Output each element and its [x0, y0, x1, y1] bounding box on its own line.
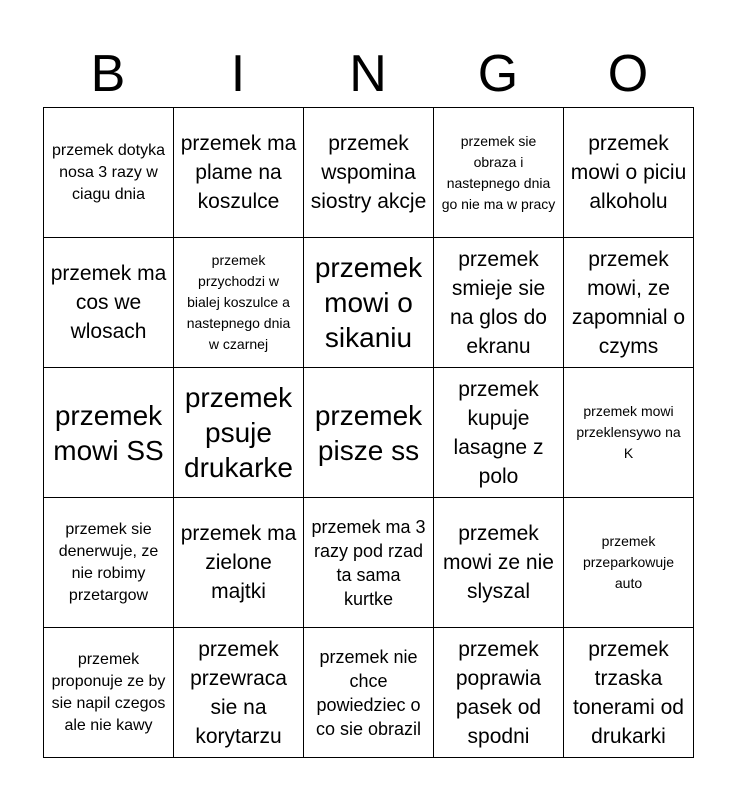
header-letter-o: O: [607, 45, 649, 103]
bingo-cell-r3-c3[interactable]: [304, 368, 434, 498]
bingo-cell-text: przemek smieje sie na glos do ekranu: [450, 247, 547, 358]
bingo-cell-r5-c5[interactable]: [564, 628, 694, 758]
bingo-cell-r4-c1[interactable]: [44, 498, 174, 628]
bingo-cell-text: przemek mowi o piciu alkoholu: [570, 132, 687, 213]
bingo-cell-text: przemek psuje drukarke: [184, 382, 293, 483]
bingo-cell-r2-c2[interactable]: [174, 238, 304, 368]
bingo-cell-text: przemek mowi ze nie slyszal: [443, 522, 554, 603]
header-letter-i: I: [230, 45, 246, 103]
bingo-cell-r1-c4[interactable]: [434, 108, 564, 238]
bingo-cell-r1-c1[interactable]: [44, 108, 174, 238]
bingo-cell-text: przemek mowi o sikaniu: [314, 252, 423, 353]
bingo-cell-r1-c5[interactable]: [564, 108, 694, 238]
bingo-cell-r2-c4[interactable]: [434, 238, 564, 368]
bingo-cell-text: przemek wspomina siostry akcje: [310, 132, 427, 213]
bingo-cell-text: przemek kupuje lasagne z polo: [453, 377, 544, 488]
bingo-board: [43, 107, 694, 758]
header-letter-g: G: [477, 45, 519, 103]
bingo-cell-r4-c2[interactable]: [174, 498, 304, 628]
bingo-cell-r1-c2[interactable]: [174, 108, 304, 238]
bingo-cell-text: przemek nie chce powiedziec o co sie obrazil: [315, 646, 422, 739]
bingo-cell-r3-c4[interactable]: [434, 368, 564, 498]
bingo-cell-r4-c3[interactable]: [304, 498, 434, 628]
bingo-cell-text: przemek proponuje ze by sie napil czegos ale nie kawy: [51, 650, 166, 734]
bingo-cell-r2-c1[interactable]: [44, 238, 174, 368]
bingo-header: [43, 40, 693, 108]
bingo-cell-r3-c2[interactable]: [174, 368, 304, 498]
bingo-cell-text: przemek mowi, ze zapomnial o czyms: [571, 247, 686, 358]
bingo-cell-text: przemek mowi przeklensywo na K: [576, 403, 681, 461]
bingo-cell-r5-c4[interactable]: [434, 628, 564, 758]
bingo-cell-r4-c4[interactable]: [434, 498, 564, 628]
bingo-cell-text: przemek poprawia pasek od spodni: [455, 637, 542, 748]
bingo-cell-r5-c2[interactable]: [174, 628, 304, 758]
bingo-cell-r3-c1[interactable]: [44, 368, 174, 498]
bingo-cell-text: przemek sie obraza i nastepnego dnia go nie ma w pracy: [441, 132, 556, 212]
header-letter-b: B: [90, 45, 126, 103]
bingo-cell-r2-c3[interactable]: [304, 238, 434, 368]
bingo-cell-text: przemek dotyka nosa 3 razy w ciagu dnia: [52, 141, 165, 203]
bingo-cell-text: przemek sie denerwuje, ze nie robimy przetargow: [58, 520, 159, 604]
bingo-cell-text: przemek pisze ss: [314, 399, 423, 466]
bingo-cell-text: przemek przychodzi w bialej koszulce a nastepnego dnia w czarnej: [186, 252, 291, 352]
bingo-cell-r4-c5[interactable]: [564, 498, 694, 628]
bingo-cell-r5-c1[interactable]: [44, 628, 174, 758]
bingo-cell-text: przemek trzaska tonerami od drukarki: [573, 637, 684, 748]
bingo-cell-text: przemek ma plame na koszulce: [180, 132, 297, 213]
bingo-cell-text: przemek ma cos we wlosach: [50, 262, 167, 343]
bingo-cell-text: przemek ma 3 razy pod rzad ta sama kurtke: [311, 516, 426, 609]
header-letter-n: N: [349, 45, 387, 103]
bingo-cell-text: przemek mowi SS: [53, 399, 164, 466]
bingo-cell-r5-c3[interactable]: [304, 628, 434, 758]
bingo-cell-r3-c5[interactable]: [564, 368, 694, 498]
bingo-cell-text: przemek przeparkowuje auto: [582, 533, 675, 591]
bingo-cell-text: przemek przewraca sie na korytarzu: [190, 637, 287, 748]
bingo-cell-r1-c3[interactable]: [304, 108, 434, 238]
bingo-cell-text: przemek ma zielone majtki: [180, 522, 297, 603]
bingo-cell-r2-c5[interactable]: [564, 238, 694, 368]
